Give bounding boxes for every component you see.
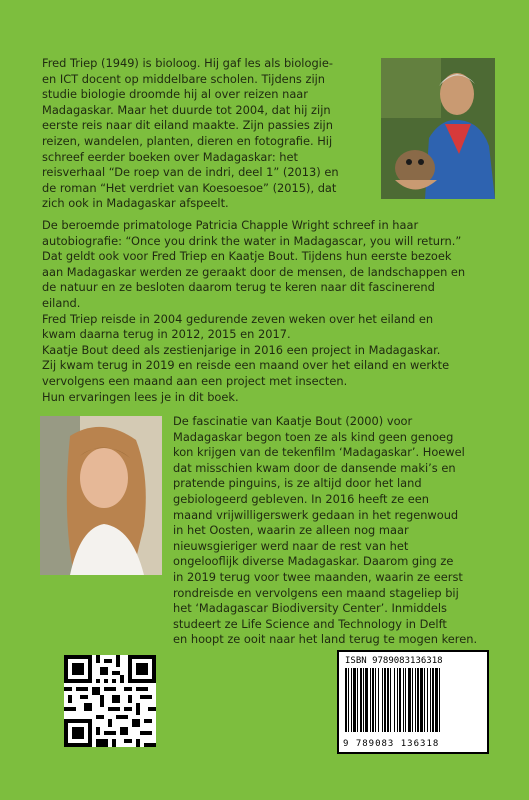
author-bio-fred: Fred Triep (1949) is bioloog. Hij gaf les als biologie- en ICT docent op middelbare scholen. Tijdens zijn studie biologie droomde hij al over reizen naar Madagaskar. Maar het duurde tot 2004, dat hij zijn eerste reis naar dit eiland maakte. Zijn passies zijn reizen, wandelen, planten, dieren en fotografie. Hij schreef eerder boeken over Madagaskar: het reisverhaal “De roep van de indri, deel 1” (2013) en de roman “Het verdriet van Koesoesoe” (2015), dat zich ook in Madagaskar afspeelt.	[42, 56, 339, 211]
barcode-bar	[384, 668, 386, 732]
barcode-bars	[345, 668, 483, 732]
barcode-bar	[397, 668, 398, 732]
barcode-bar	[360, 668, 362, 732]
barcode-bar	[345, 668, 347, 732]
barcode-bar	[375, 668, 376, 732]
barcode-bar	[435, 668, 438, 732]
barcode-bar	[408, 668, 411, 732]
isbn-label: ISBN 9789083136318	[345, 656, 443, 666]
barcode-digits: 9 789083 136318	[343, 739, 440, 749]
qr-code	[64, 655, 156, 747]
barcode-bar	[399, 668, 401, 732]
barcode-bar	[370, 668, 371, 732]
barcode-bar	[415, 668, 416, 732]
barcode-bar	[365, 668, 368, 732]
main-blurb: De beroemde primatologe Patricia Chapple Wright schreef in haar autobiografie: “Once you drink the water in Madagascar, you will return.” Dat geldt ook voor Fred Triep en Kaatje Bout. Tijdens hun eerste bezoek aan Madagaskar werden ze geraakt door de mensen, de landschappen en de natuur en ze besloten daarom terug te keren naar dit fascinerend eiland. Fred Triep reisde in 2004 gedurende zeven weken over het eiland en kwam daarna terug in 2012, 2015 en 2017. Kaatje Bout deed als zestienjarige in 2016 een project in Madagaskar. Zij kwam terug in 2019 en reisde een maand over het eiland en werkte vervolgens een maand aan een project met insecten. Hun ervaringen lees je in dit boek.	[42, 218, 466, 404]
barcode-bar	[357, 668, 358, 732]
barcode-bar	[412, 668, 413, 732]
barcode-bar	[430, 668, 431, 732]
barcode-bar	[387, 668, 389, 732]
barcode-bar	[353, 668, 356, 732]
barcode-bar	[378, 668, 379, 732]
author-photo-fred	[381, 58, 495, 199]
barcode-bar	[427, 668, 428, 732]
barcode-bar	[432, 668, 434, 732]
barcode-bar	[382, 668, 383, 732]
barcode-bar	[348, 668, 349, 732]
barcode-bar	[351, 668, 352, 732]
author-photo-kaatje	[40, 416, 162, 575]
barcode-bar	[363, 668, 364, 732]
barcode-bar	[390, 668, 391, 732]
barcode-bar	[424, 668, 425, 732]
barcode-bar	[394, 668, 395, 732]
author-bio-kaatje: De fascinatie van Kaatje Bout (2000) voor Madagaskar begon toen ze als kind geen genoeg kon krijgen van de tekenfilm ‘Madagaskar’. Hoewel dat misschien kwam door de dansende maki’s en pratende pinguins, is ze altijd door het land gebiologeerd gebleven. In 2016 heeft ze een maand vrijwilligerswerk gedaan in het regenwoud in het Oosten, waarin ze alleen nog maar nieuwsgieriger werd naar de rest van het ongelooflijk diverse Madagaskar. Daarom ging ze in 2019 terug voor twee maanden, waarin ze eerst rondreisde en vervolgens een maand stageliep bij het ‘Madagascar Biodiversity Center’. Inmiddels studeert ze Life Science and Technology in Delft en hoopt ze ooit naar het land terug te mogen keren.	[173, 414, 478, 647]
barcode-bar	[372, 668, 374, 732]
barcode-bar	[439, 668, 440, 732]
isbn-barcode	[337, 650, 489, 754]
barcode-bar	[403, 668, 404, 732]
barcode-bar	[420, 668, 423, 732]
barcode-bar	[417, 668, 419, 732]
barcode-bar	[405, 668, 406, 732]
